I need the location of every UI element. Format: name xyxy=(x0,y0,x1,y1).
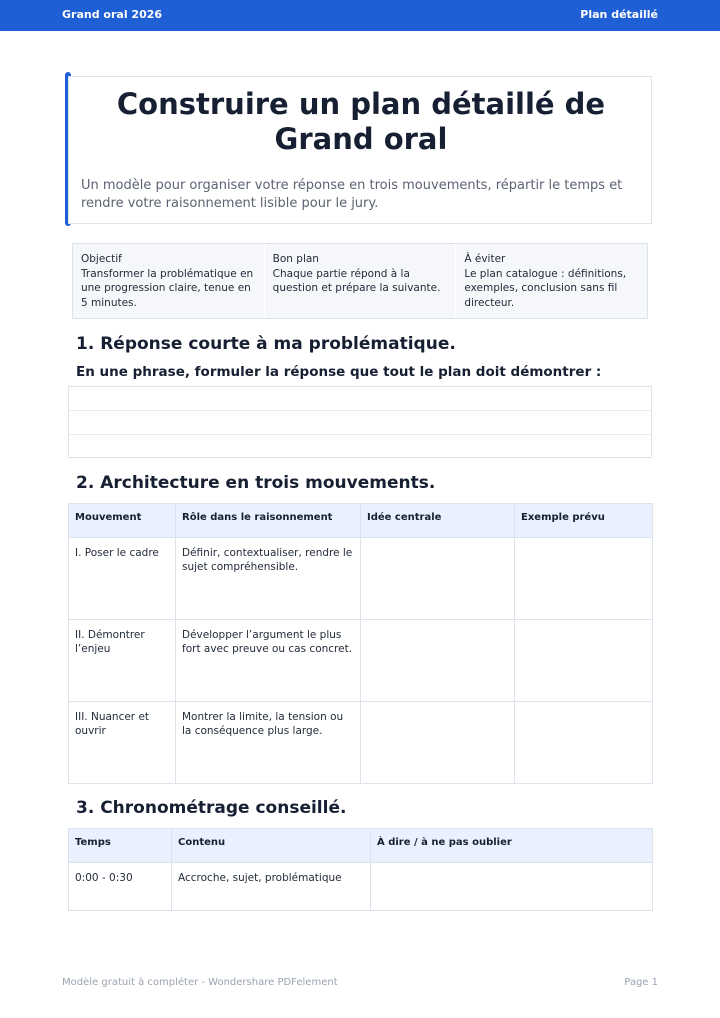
notes-cell[interactable] xyxy=(371,863,653,911)
hero-card xyxy=(68,76,652,224)
timing-table xyxy=(68,828,653,911)
example-cell[interactable] xyxy=(515,620,653,702)
info-good-plan-text: Chaque partie répond à la question et prépare la suivante. xyxy=(272,267,441,294)
role-cell: Définir, contextualiser, rendre le sujet compréhensible. xyxy=(176,538,361,620)
info-avoid xyxy=(455,244,647,318)
section-3-title: 3. Chronométrage conseillé. xyxy=(76,798,347,818)
table-header-row xyxy=(69,829,653,863)
idea-cell[interactable] xyxy=(361,620,515,702)
content-cell: Accroche, sujet, problématique xyxy=(172,863,371,911)
page-subtitle: Un modèle pour organiser votre réponse en trois mouvements, répartir le temps et rendre votre raisonnement lisible pour le jury. xyxy=(81,178,623,211)
example-cell[interactable] xyxy=(515,702,653,784)
info-avoid-title: À éviter xyxy=(464,253,506,265)
table-row xyxy=(69,538,653,620)
info-objective-text: Transformer la problématique en une progression claire, tenue en 5 minutes. xyxy=(81,267,254,309)
page-header xyxy=(0,0,720,31)
page-number: Page 1 xyxy=(624,977,658,988)
column-header: Contenu xyxy=(172,829,371,863)
info-box xyxy=(72,243,648,319)
column-header: Rôle dans le raisonnement xyxy=(176,504,361,538)
movement-cell: III. Nuancer et ouvrir xyxy=(69,702,176,784)
movement-cell: II. Démontrer l’enjeu xyxy=(69,620,176,702)
example-cell[interactable] xyxy=(515,538,653,620)
table-row xyxy=(69,702,653,784)
column-header: Idée centrale xyxy=(361,504,515,538)
section-1-title: 1. Réponse courte à ma problématique. xyxy=(76,334,456,354)
table-header-row xyxy=(69,504,653,538)
role-cell: Développer l’argument le plus fort avec preuve ou cas concret. xyxy=(176,620,361,702)
info-good-plan-title: Bon plan xyxy=(272,253,319,265)
architecture-table xyxy=(68,503,653,784)
answer-line[interactable] xyxy=(69,435,651,459)
section-1-prompt: En une phrase, formuler la réponse que tout le plan doit démontrer : xyxy=(76,364,602,380)
time-cell: 0:00 - 0:30 xyxy=(69,863,172,911)
movement-cell: I. Poser le cadre xyxy=(69,538,176,620)
footer-source: Modèle gratuit à compléter - Wondershare PDFelement xyxy=(62,977,338,988)
header-section: Plan détaillé xyxy=(580,8,658,21)
table-row xyxy=(69,620,653,702)
info-objective-title: Objectif xyxy=(81,253,122,265)
section-2-title: 2. Architecture en trois mouvements. xyxy=(76,473,436,493)
answer-line[interactable] xyxy=(69,387,651,411)
column-header: Mouvement xyxy=(69,504,176,538)
info-avoid-text: Le plan catalogue : définitions, exemples, conclusion sans fil directeur. xyxy=(464,267,627,309)
column-header: Temps xyxy=(69,829,172,863)
answer-writing-area[interactable] xyxy=(68,386,652,458)
table-row xyxy=(69,863,653,911)
role-cell: Montrer la limite, la tension ou la conséquence plus large. xyxy=(176,702,361,784)
idea-cell[interactable] xyxy=(361,702,515,784)
info-good-plan xyxy=(264,244,456,318)
column-header: À dire / à ne pas oublier xyxy=(371,829,653,863)
info-objective xyxy=(73,244,264,318)
header-title: Grand oral 2026 xyxy=(62,8,163,21)
page-title: Construire un plan détaillé de Grand oral xyxy=(116,87,606,156)
answer-line[interactable] xyxy=(69,411,651,435)
column-header: Exemple prévu xyxy=(515,504,653,538)
idea-cell[interactable] xyxy=(361,538,515,620)
